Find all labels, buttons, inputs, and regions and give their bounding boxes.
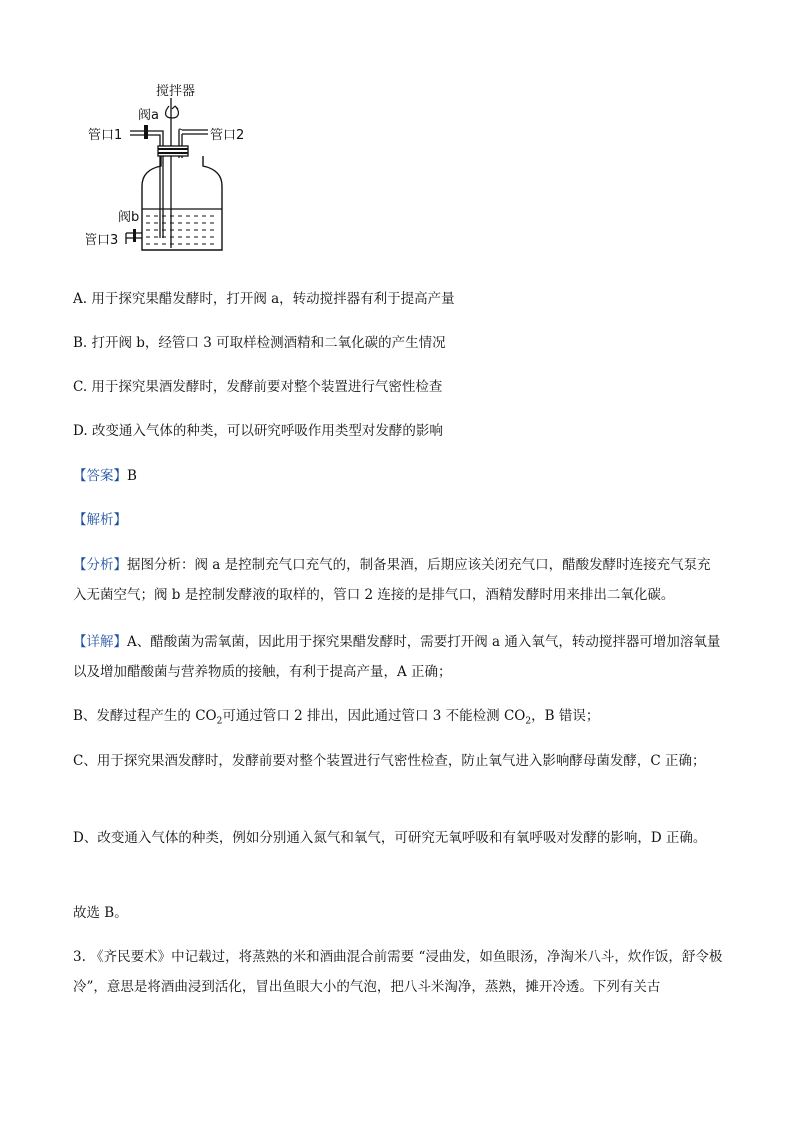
liquid-fill: [146, 216, 218, 244]
port3-label: 管口3: [86, 233, 119, 248]
analysis-tag: 【解析】: [73, 512, 127, 528]
co2-subscript: 2: [525, 716, 532, 727]
option-a: A. 用于探究果醋发酵时，打开阀 a，转动搅拌器有利于提高产量: [73, 291, 455, 307]
fermentation-apparatus-figure: [86, 78, 266, 253]
port1-label: 管口1: [88, 128, 123, 143]
detail-b-prefix: B、发酵过程产生的 CO: [73, 708, 217, 724]
option-b: B. 打开阀 b，经管口 3 可取样检测酒精和二氧化碳的产生情况: [73, 335, 446, 351]
stirrer-label: 搅拌器: [156, 84, 196, 99]
analysis-heading: [73, 510, 127, 530]
detail-b-middle: 可通过管口 2 排出，因此通过管口 3 不能检测 CO: [222, 708, 526, 724]
question-3: 3. 《齐民要术》中记载过，将蒸熟的米和酒曲混合前需要 “浸曲发，如鱼眼汤，净淘米八斗，炊作饭，舒令极冷”，意思是将酒曲浸到活化，冒出鱼眼大小的气泡，把八斗米淘净，蒸熟，摊开冷透。下列有关古: [73, 949, 723, 995]
answer-tag: 【答案】: [73, 468, 127, 484]
rotation-arrowhead: [172, 106, 178, 109]
fenxi-text: 据图分析：阀 a 是控制充气口充气的，制备果酒，后期应该关闭充气口，醋酸发酵时连接充气泵充入无菌空气；阀 b 是控制发酵液的取样的，管口 2 连接的是排气口，酒精发酵时用来排出二氧化碳。: [73, 557, 711, 603]
valve-b-label: 阀b: [118, 210, 140, 225]
xiangjie-tag: 【详解】: [73, 634, 127, 650]
conclusion: 故选 B。: [73, 905, 128, 921]
option-c: C. 用于探究果酒发酵时，发酵前要对整个装置进行气密性检查: [73, 379, 443, 395]
answer-line: [73, 466, 137, 486]
fenxi-paragraph: [73, 550, 723, 610]
detail-c: C、用于探究果酒发酵时，发酵前要对整个装置进行气密性检查，防止氧气进入影响酵母菌发酵，C 正确；: [73, 753, 706, 769]
answer-value: B: [127, 468, 137, 484]
detail-d: D、改变通入气体的种类，例如分别通入氮气和氧气，可研究无氧呼吸和有氧呼吸对发酵的影响，D 正确。: [73, 830, 707, 846]
xiangjie-paragraph: [73, 627, 723, 687]
valve-a-label: 阀a: [138, 108, 159, 123]
co2-subscript: 2: [216, 716, 223, 727]
xiangjie-text: A、醋酸菌为需氧菌，因此用于探究果醋发酵时，需要打开阀 a 通入氧气，转动搅拌器可增加溶氧量以及增加醋酸菌与营养物质的接触，有利于提高产量，A 正确；: [73, 634, 721, 680]
option-d: D. 改变通入气体的种类，可以研究呼吸作用类型对发酵的影响: [73, 423, 443, 439]
port2-label: 管口2: [210, 128, 245, 143]
apparatus-diagram: [86, 78, 266, 253]
fenxi-tag: 【分析】: [73, 557, 127, 573]
detail-b: [73, 706, 599, 732]
detail-b-suffix: ，B 错误；: [531, 708, 600, 724]
stopper: [158, 146, 188, 156]
bottle: [142, 156, 222, 250]
valve-b: [133, 229, 136, 242]
valve-a: [144, 125, 148, 139]
